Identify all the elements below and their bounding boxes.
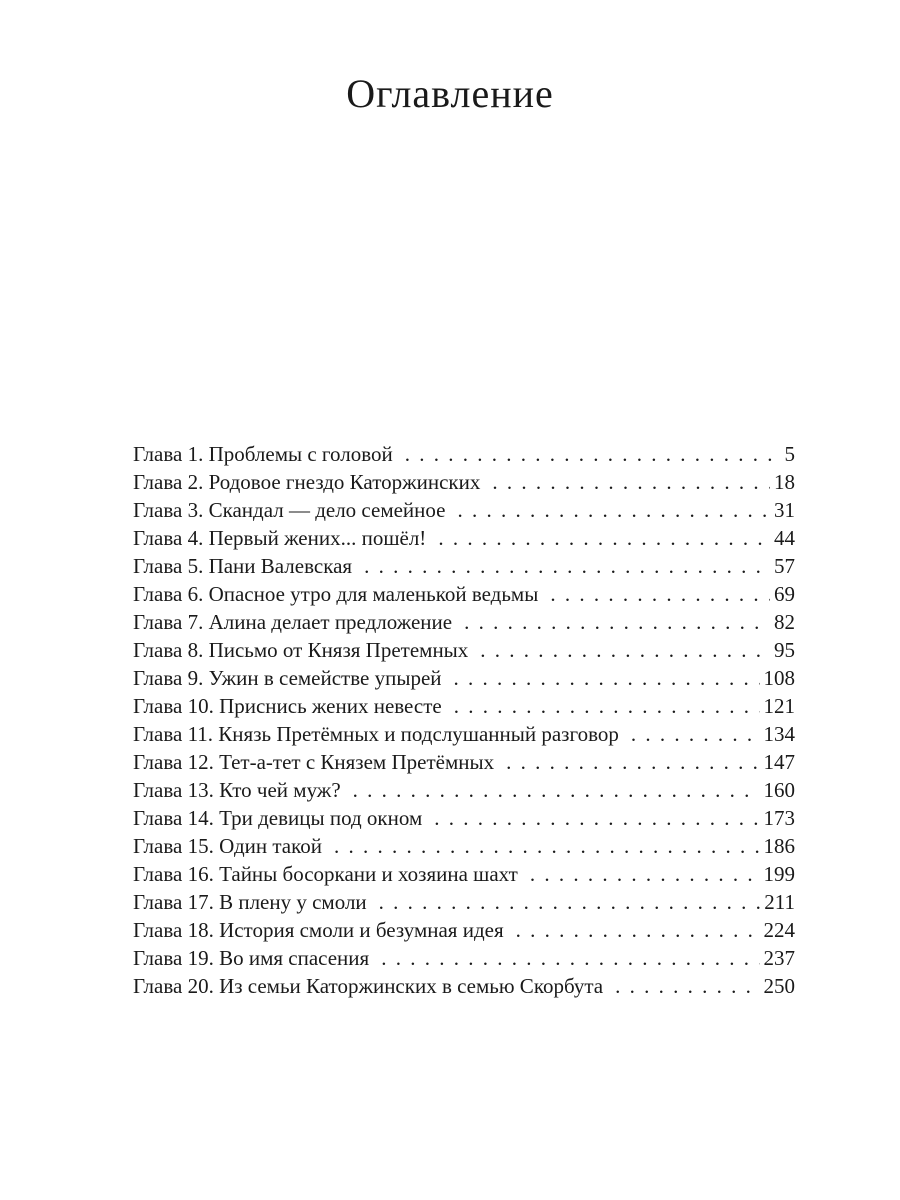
toc-entry-title: Глава 11. Князь Претёмных и подслушанный разговор	[133, 722, 619, 746]
toc-entry-page: 160	[763, 778, 795, 802]
toc-entry[interactable]	[133, 776, 795, 804]
toc-entry[interactable]	[133, 496, 795, 524]
toc-entry-title: Глава 13. Кто чей муж?	[133, 778, 341, 802]
toc-entry[interactable]	[133, 636, 795, 664]
toc-leader-dots	[405, 440, 773, 468]
toc-entry-page: 95	[774, 638, 795, 662]
toc-entry-page: 134	[763, 722, 795, 746]
toc-entry-page: 173	[763, 806, 795, 830]
toc-entry-title: Глава 9. Ужин в семействе упырей	[133, 666, 442, 690]
toc-entry-title: Глава 1. Проблемы с головой	[133, 442, 393, 466]
toc-entry-page: 108	[763, 666, 795, 690]
toc-entry-page: 44	[774, 526, 795, 550]
toc-entry[interactable]	[133, 944, 795, 972]
toc-entry-page: 186	[763, 834, 795, 858]
toc-entry-title: Глава 10. Приснись жених невесте	[133, 694, 442, 718]
toc-leader-dots	[550, 580, 770, 608]
toc-entry[interactable]	[133, 524, 795, 552]
table-of-contents	[133, 440, 795, 1000]
toc-entry[interactable]	[133, 804, 795, 832]
toc-leader-dots	[434, 804, 759, 832]
toc-entry[interactable]	[133, 860, 795, 888]
toc-leader-dots	[381, 944, 759, 972]
toc-leader-dots	[464, 608, 770, 636]
toc-entry[interactable]	[133, 468, 795, 496]
toc-entry-title: Глава 19. Во имя спасения	[133, 946, 370, 970]
toc-entry[interactable]	[133, 440, 795, 468]
toc-entry-title: Глава 3. Скандал — дело семейное	[133, 498, 446, 522]
toc-entry-title: Глава 20. Из семьи Каторжинских в семью Скорбута	[133, 974, 604, 998]
toc-entry-title: Глава 14. Три девицы под окном	[133, 806, 423, 830]
toc-entry-title: Глава 15. Один такой	[133, 834, 322, 858]
toc-leader-dots	[631, 720, 760, 748]
toc-leader-dots	[516, 916, 760, 944]
toc-leader-dots	[458, 496, 771, 524]
toc-entry-page: 5	[784, 442, 795, 466]
toc-leader-dots	[379, 888, 761, 916]
toc-entry-page: 250	[763, 974, 795, 998]
toc-entry-title: Глава 2. Родовое гнездо Каторжинских	[133, 470, 481, 494]
toc-entry[interactable]	[133, 580, 795, 608]
toc-entry-page: 211	[764, 890, 795, 914]
toc-entry[interactable]	[133, 916, 795, 944]
toc-entry-page: 199	[763, 862, 795, 886]
toc-entry-title: Глава 8. Письмо от Князя Претемных	[133, 638, 469, 662]
toc-leader-dots	[454, 664, 760, 692]
toc-leader-dots	[530, 860, 760, 888]
toc-entry[interactable]	[133, 832, 795, 860]
toc-leader-dots	[492, 468, 770, 496]
toc-leader-dots	[353, 776, 760, 804]
toc-entry-page: 237	[763, 946, 795, 970]
toc-entry-page: 121	[763, 694, 795, 718]
toc-entry-page: 82	[774, 610, 795, 634]
toc-entry[interactable]	[133, 720, 795, 748]
toc-leader-dots	[454, 692, 760, 720]
toc-entry[interactable]	[133, 888, 795, 916]
toc-entry-title: Глава 7. Алина делает предложение	[133, 610, 453, 634]
toc-entry-page: 31	[774, 498, 795, 522]
toc-entry-page: 147	[763, 750, 795, 774]
toc-entry-title: Глава 16. Тайны босоркани и хозяина шахт	[133, 862, 518, 886]
toc-entry-title: Глава 17. В плену у смоли	[133, 890, 367, 914]
toc-entry-page: 57	[774, 554, 795, 578]
toc-entry-title: Глава 5. Пани Валевская	[133, 554, 353, 578]
toc-leader-dots	[364, 552, 770, 580]
toc-leader-dots	[615, 972, 759, 1000]
toc-entry[interactable]	[133, 664, 795, 692]
toc-entry[interactable]	[133, 608, 795, 636]
toc-leader-dots	[334, 832, 760, 860]
toc-leader-dots	[506, 748, 759, 776]
toc-entry-title: Глава 12. Тет-а-тет с Князем Претёмных	[133, 750, 495, 774]
toc-entry-title: Глава 18. История смоли и безумная идея	[133, 918, 504, 942]
toc-leader-dots	[438, 524, 770, 552]
toc-entry-title: Глава 6. Опасное утро для маленькой ведьмы	[133, 582, 539, 606]
toc-entry[interactable]	[133, 748, 795, 776]
page-title: Оглавление	[346, 71, 554, 116]
toc-entry[interactable]	[133, 972, 795, 1000]
toc-entry[interactable]	[133, 552, 795, 580]
toc-leader-dots	[480, 636, 770, 664]
toc-entry-page: 18	[774, 470, 795, 494]
toc-entry[interactable]	[133, 692, 795, 720]
toc-entry-page: 69	[774, 582, 795, 606]
toc-entry-title: Глава 4. Первый жених... пошёл!	[133, 526, 427, 550]
toc-entry-page: 224	[763, 918, 795, 942]
